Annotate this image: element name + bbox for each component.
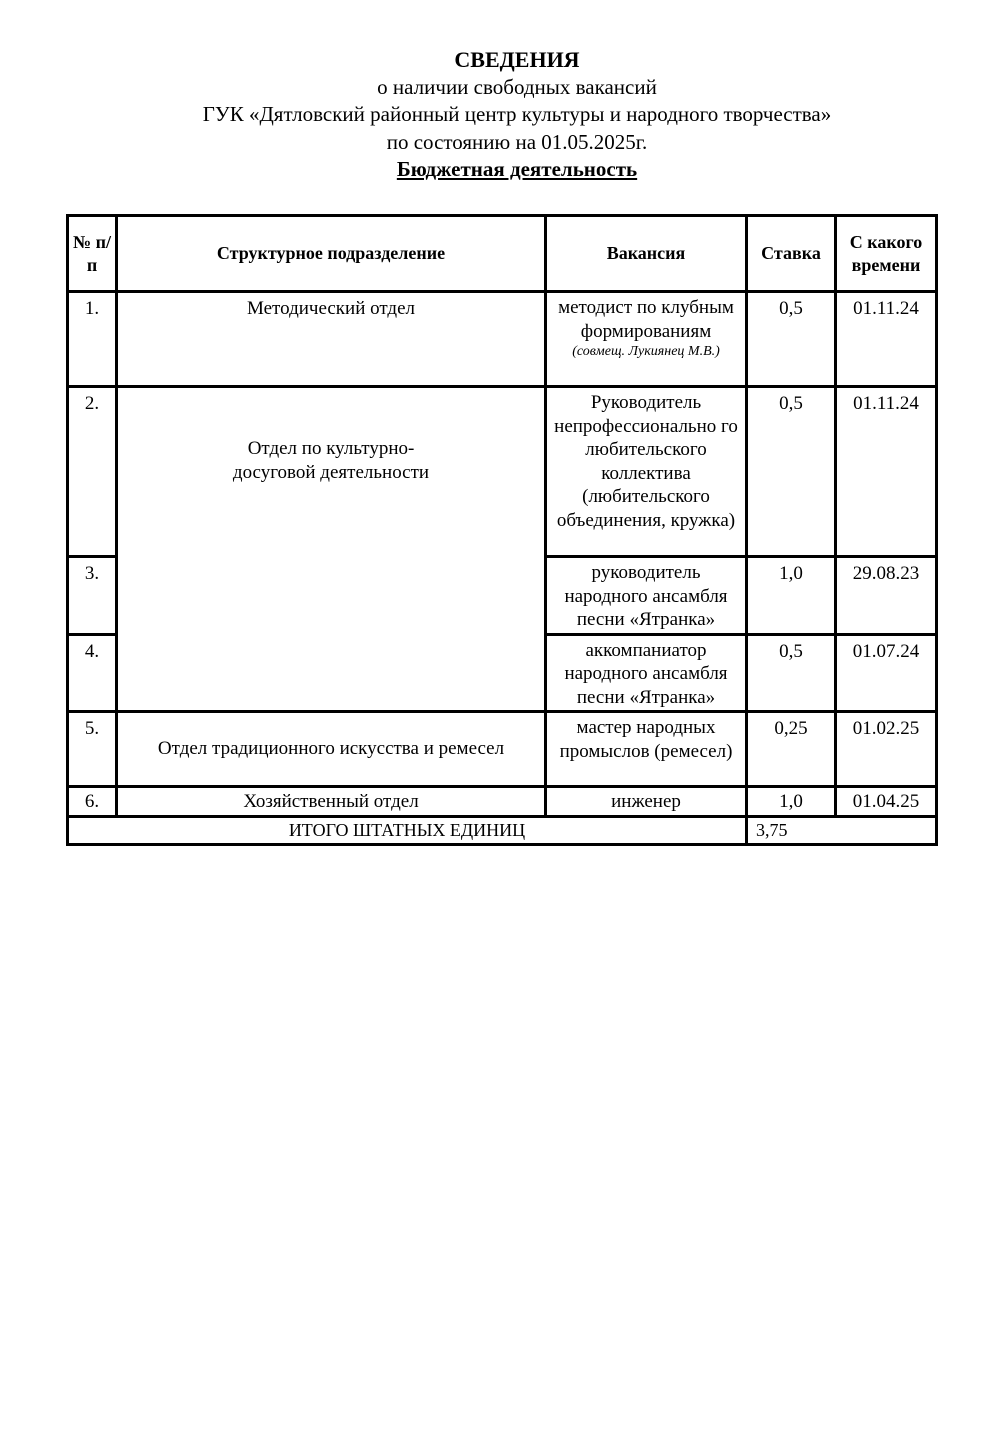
- row-num: 2.: [68, 387, 117, 557]
- total-value: 3,75: [747, 817, 937, 845]
- table-row: [68, 387, 937, 557]
- col-header-since: С какого времени: [836, 216, 937, 292]
- row-since: 29.08.23: [836, 557, 937, 635]
- col-header-num: № п/п: [68, 216, 117, 292]
- section-title: Бюджетная деятельность: [396, 157, 638, 181]
- row-dept-text: Отдел по культурно-досуговой деятельности: [232, 438, 430, 483]
- row-vacancy: [546, 292, 747, 387]
- row-num: 4.: [68, 634, 117, 712]
- row-dept: Отдел традиционного искусства и ремесел: [117, 712, 546, 787]
- col-header-dept: Структурное подразделение: [117, 216, 546, 292]
- row-since: 01.11.24: [836, 292, 937, 387]
- row-vacancy: Руководитель непрофессионально го любительского коллектива (любительского объединения, кружка): [546, 387, 747, 557]
- row-vacancy: аккомпаниатор народного ансамбля песни «Ятранка»: [546, 634, 747, 712]
- total-label: ИТОГО ШТАТНЫХ ЕДИНИЦ: [68, 817, 747, 845]
- row-num: 6.: [68, 787, 117, 817]
- row-vacancy: инженер: [546, 787, 747, 817]
- row-rate: 0,5: [747, 292, 836, 387]
- col-header-vacancy: Вакансия: [546, 216, 747, 292]
- col-header-rate: Ставка: [747, 216, 836, 292]
- table-row: [68, 292, 937, 387]
- row-since: 01.11.24: [836, 387, 937, 557]
- row-rate: 1,0: [747, 557, 836, 635]
- vacancy-text: методист по клубным формированиям: [558, 297, 734, 342]
- row-vacancy: мастер народных промыслов (ремесел): [546, 712, 747, 787]
- subtitle-line-1: о наличии свободных вакансий: [377, 74, 657, 99]
- row-num: 3.: [68, 557, 117, 635]
- row-dept: Хозяйственный отдел: [117, 787, 546, 817]
- row-since: 01.04.25: [836, 787, 937, 817]
- row-num: 1.: [68, 292, 117, 387]
- row-since: 01.02.25: [836, 712, 937, 787]
- vacancies-table: [66, 214, 938, 846]
- row-rate: 0,5: [747, 387, 836, 557]
- row-rate: 0,5: [747, 634, 836, 712]
- row-rate: 1,0: [747, 787, 836, 817]
- document-header: [0, 46, 984, 184]
- row-rate: 0,25: [747, 712, 836, 787]
- row-vacancy: руководитель народного ансамбля песни «Ятранка»: [546, 557, 747, 635]
- subtitle-line-3: по состоянию на 01.05.2025г.: [386, 129, 648, 154]
- row-dept: [117, 387, 546, 712]
- row-num: 5.: [68, 712, 117, 787]
- total-row: [68, 817, 937, 845]
- vacancy-note: (совмещ. Лукиянец М.В.): [572, 344, 720, 359]
- table-row: [68, 787, 937, 817]
- subtitle-line-2: ГУК «Дятловский районный центр культуры и народного творчества»: [202, 102, 832, 126]
- row-dept: Методический отдел: [117, 292, 546, 387]
- document-title: СВЕДЕНИЯ: [454, 47, 580, 72]
- row-since: 01.07.24: [836, 634, 937, 712]
- table-header-row: [68, 216, 937, 292]
- table-row: [68, 712, 937, 787]
